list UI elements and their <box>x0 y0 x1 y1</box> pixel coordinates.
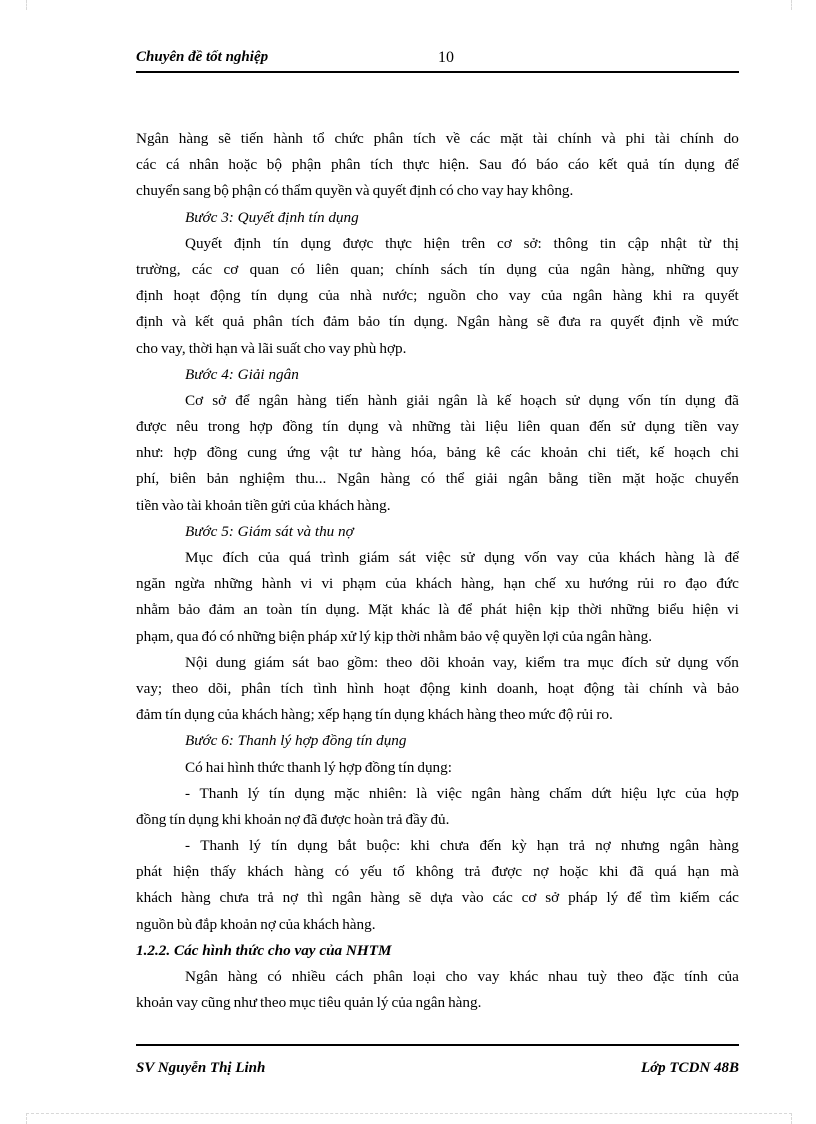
paragraph <box>136 781 739 833</box>
header-title: Chuyên đề tốt nghiệp <box>136 49 269 65</box>
text-line: được nêu trong hợp đồng tín dụng và những tài liệu liên quan đến sử dụng tiền vay <box>136 418 739 436</box>
paragraph <box>136 231 739 362</box>
step-heading: Bước 5: Giám sát và thu nợ <box>185 522 354 540</box>
text-line: cho vay, thời hạn và lãi suất cho vay phù hợp. <box>136 339 407 357</box>
text-line: Có hai hình thức thanh lý hợp đồng tín dụng: <box>185 758 452 776</box>
page-frame-top <box>26 0 792 10</box>
paragraph <box>136 545 739 650</box>
text-line: phát hiện thấy khách hàng có yếu tố không trả được nợ hoặc khi đã quá hạn mà <box>136 863 739 881</box>
paragraph <box>136 833 739 938</box>
paragraph <box>136 650 739 729</box>
section-heading: 1.2.2. Các hình thức cho vay của NHTM <box>136 941 392 959</box>
document-body <box>136 126 739 1016</box>
text-line: Cơ sở để ngân hàng tiến hành giải ngân là kế hoạch sử dụng vốn tín dụng đã <box>185 391 739 409</box>
paragraph <box>136 755 739 781</box>
paragraph <box>136 126 739 205</box>
text-line: khách hàng chưa trả nợ thì ngân hàng sẽ dựa vào các cơ sở pháp lý để tìm kiếm các <box>136 889 739 907</box>
text-line: Ngân hàng có nhiều cách phân loại cho vay khác nhau tuỳ theo đặc tính của <box>185 968 739 985</box>
footer-student-name: SV Nguyễn Thị Linh <box>136 1060 266 1076</box>
text-line: tiền vào tài khoản tiền gửi của khách hàng. <box>136 496 391 514</box>
step-heading: Bước 6: Thanh lý hợp đồng tín dụng <box>185 732 407 750</box>
page-number: 10 <box>438 49 454 66</box>
text-line: - Thanh lý tín dụng mặc nhiên: là việc ngân hàng chấm dứt hiệu lực của hợp <box>185 784 739 802</box>
text-line: vay; theo dõi, phân tích tình hình hoạt động kinh doanh, hoạt động tài chính và bảo <box>136 679 739 697</box>
text-line: Nội dung giám sát bao gồm: theo dõi khoản vay, kiểm tra mục đích sử dụng vốn <box>185 653 739 671</box>
page-footer <box>136 1044 739 1082</box>
text-line: định hoạt động tín dụng của nhà nước; nguồn cho vay của ngân hàng khi ra quyết <box>136 287 739 305</box>
text-line: đảm tín dụng của khách hàng; xếp hạng tín dụng khách hàng theo mức độ rủi ro. <box>136 706 613 724</box>
step-heading: Bước 4: Giải ngân <box>185 365 299 383</box>
text-line: phạm, qua đó có những biện pháp xử lý kịp thời nhằm bảo vệ quyền lợi của ngân hàng. <box>136 627 653 645</box>
text-line: khoản vay cũng như theo mục tiêu quản lý của ngân hàng. <box>136 994 482 1012</box>
step-heading: Bước 3: Quyết định tín dụng <box>185 208 359 226</box>
text-line: nhằm bảo đảm an toàn tín dụng. Mặt khác là để phát hiện kịp thời những biểu hiện vi <box>136 601 739 619</box>
footer-class: Lớp TCDN 48B <box>640 1060 739 1076</box>
paragraph <box>136 388 739 519</box>
text-line: phí, biên bản nghiệm thu... Ngân hàng có thể giải ngân bằng tiền mặt hoặc chuyển <box>136 470 739 488</box>
text-line: các cá nhân hoặc bộ phận phân tích thực hiện. Sau đó báo cáo kết quả tín dụng để <box>136 156 739 174</box>
text-line: ngăn ngừa những hành vi vi phạm của khách hàng, hạn chế xu hướng rủi ro đạo đức <box>136 575 739 593</box>
text-line: nguồn bù đắp khoản nợ của khách hàng. <box>136 915 376 933</box>
text-line: định và kết quả phân tích đảm bảo tín dụng. Ngân hàng sẽ đưa ra quyết định về mức <box>136 313 739 331</box>
page-frame-bottom <box>26 1113 792 1124</box>
text-line: - Thanh lý tín dụng bắt buộc: khi chưa đến kỳ hạn trả nợ nhưng ngân hàng <box>185 837 739 855</box>
text-line: chuyển sang bộ phận có thẩm quyền và quyết định có cho vay hay không. <box>136 182 574 200</box>
text-line: Mục đích của quá trình giám sát việc sử dụng vốn vay của khách hàng là để <box>185 549 739 566</box>
text-line: Ngân hàng sẽ tiến hành tổ chức phân tích về các mặt tài chính và phi tài chính do <box>136 130 739 147</box>
paragraph <box>136 964 739 1016</box>
page-header <box>136 47 739 73</box>
text-line: trường, các cơ quan có liên quan; chính sách tín dụng của ngân hàng, những quy <box>136 260 739 278</box>
text-line: Quyết định tín dụng được thực hiện trên cơ sở: thông tin cập nhật từ thị <box>185 234 739 252</box>
text-line: đồng tín dụng khi khoản nợ đã được hoàn trả đầy đủ. <box>136 810 450 828</box>
text-line: như: hợp đồng cung ứng vật tư hàng hóa, bảng kê các khoản chi tiết, kế hoạch chi <box>136 444 739 462</box>
